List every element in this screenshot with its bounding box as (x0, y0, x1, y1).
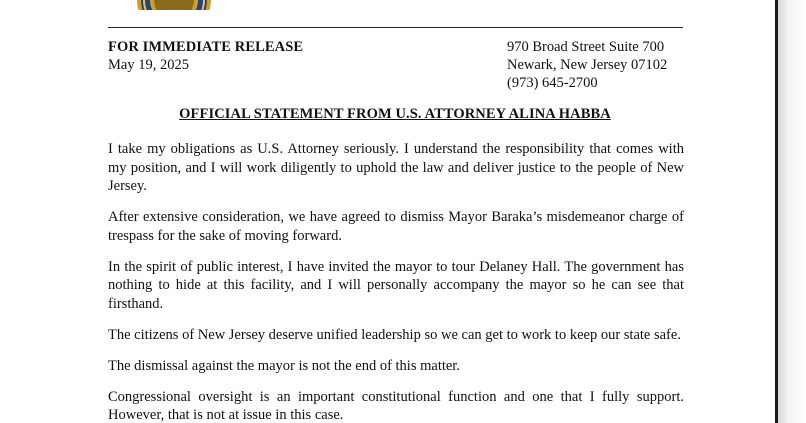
paragraph: I take my obligations as U.S. Attorney seriously. I understand the responsibility that comes with my position, and I will work diligently to uphold the law and deliver justice to the people of New Jersey. (108, 141, 684, 194)
page-edge-shadow (778, 0, 806, 423)
header-left-block (108, 38, 303, 74)
header-rule (108, 27, 683, 28)
statement-title: OFFICIAL STATEMENT FROM U.S. ATTORNEY ALINA HABBA (179, 106, 611, 122)
page-edge (775, 0, 778, 423)
paragraph: Congressional oversight is an important constitutional function and one that I fully support. However, that is not at issue in this case. (108, 388, 684, 423)
paragraph: The dismissal against the mayor is not the end of this matter. (108, 357, 460, 374)
doj-seal-icon (136, 0, 212, 10)
release-date: May 19, 2025 (108, 57, 189, 73)
paragraph: The citizens of New Jersey deserve unified leadership so we can get to work to keep our state safe. (108, 326, 681, 343)
paragraph: After extensive consideration, we have agreed to dismiss Mayor Baraka’s misdemeanor charge of trespass for the sake of moving forward. (108, 209, 684, 244)
release-label: FOR IMMEDIATE RELEASE (108, 39, 304, 55)
address-line-2: Newark, New Jersey 07102 (507, 57, 668, 73)
statement-body (108, 140, 684, 423)
phone-number: (973) 645-2700 (507, 75, 598, 91)
paragraph: In the spirit of public interest, I have invited the mayor to tour Delaney Hall. The government has nothing to hide at this facility, and I will personally accompany the mayor so he can see that firsthand. (108, 258, 684, 312)
office-address-block (507, 38, 667, 92)
address-line-1: 970 Broad Street Suite 700 (507, 39, 665, 55)
